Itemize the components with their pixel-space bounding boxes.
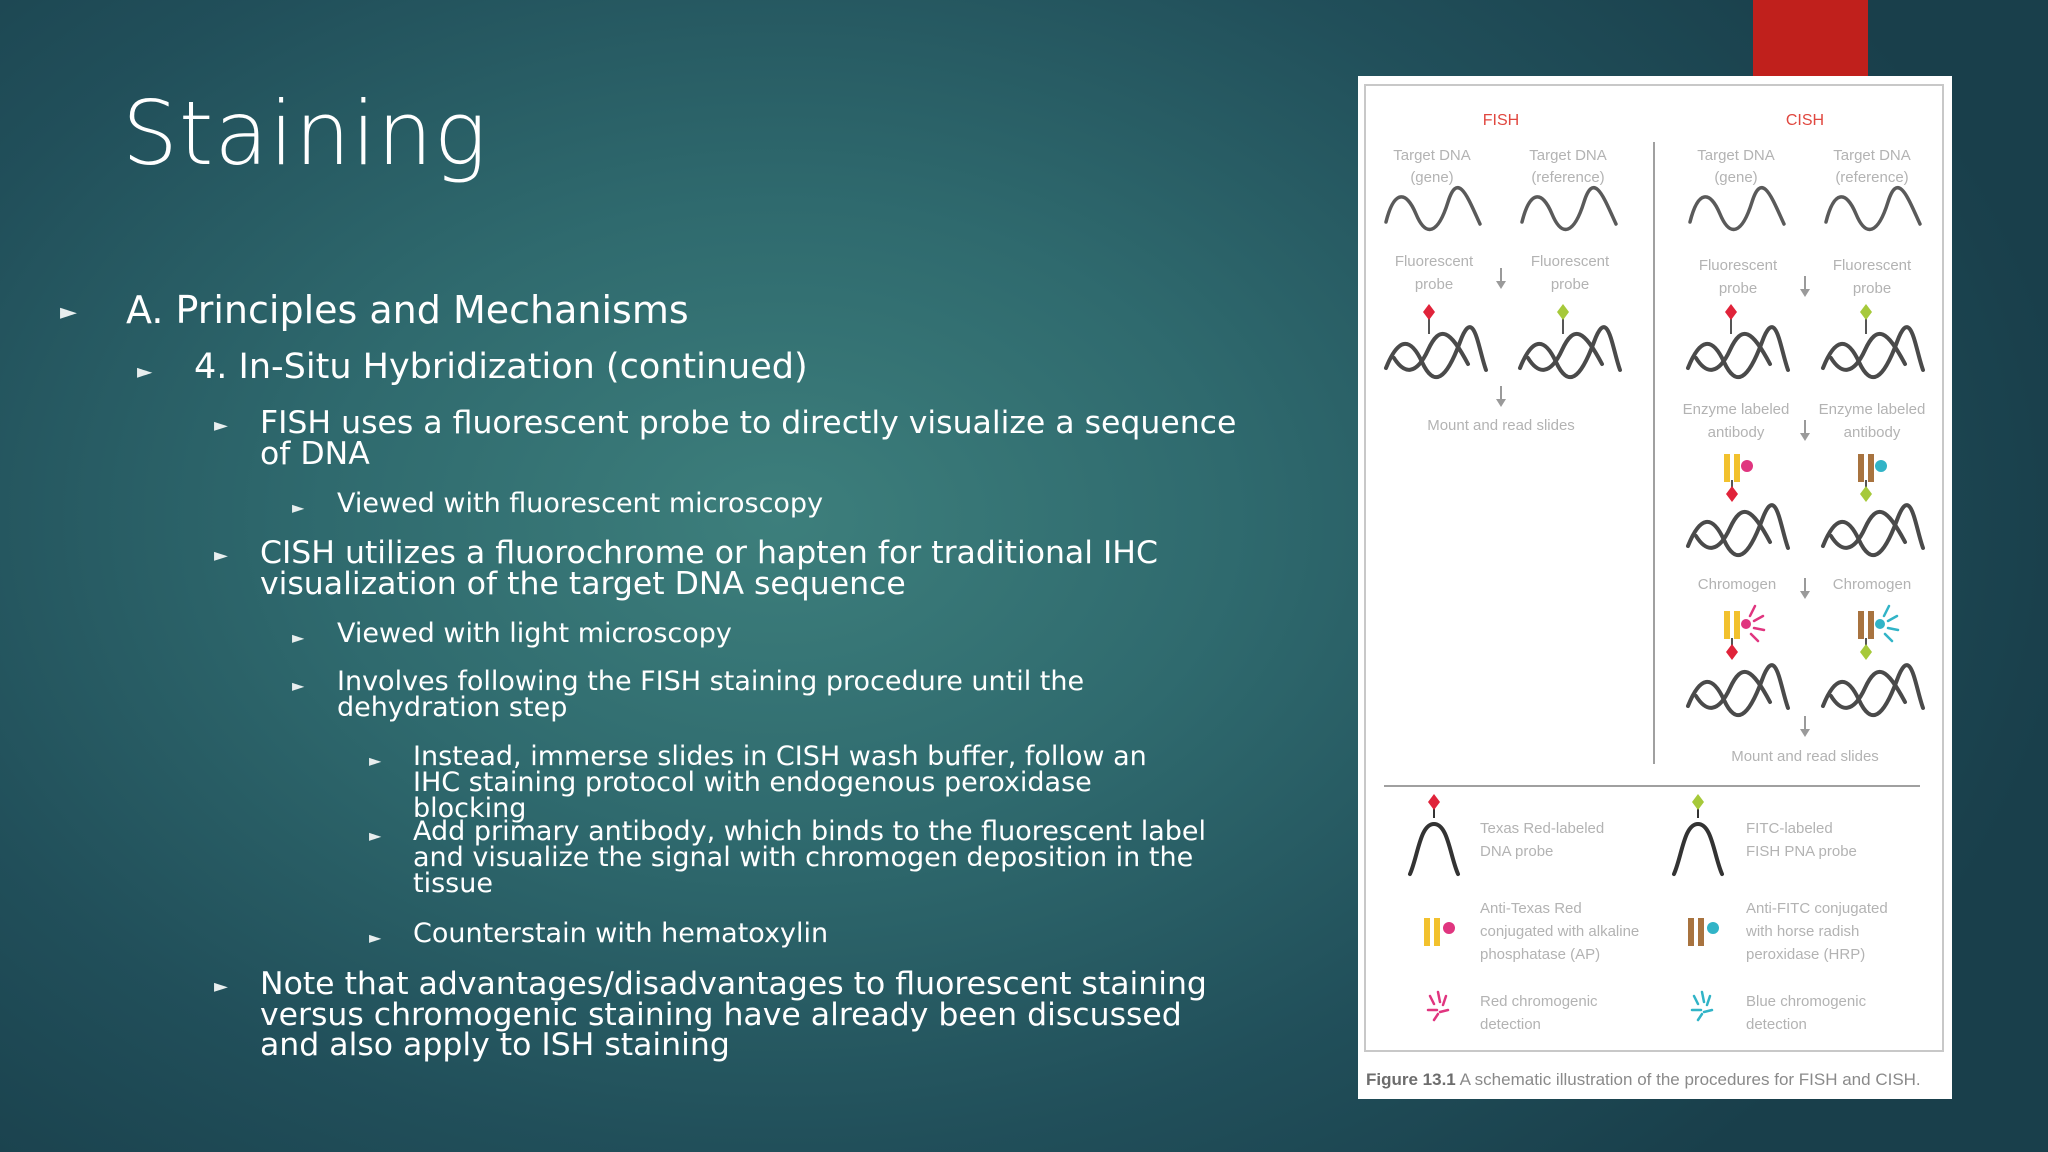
target-dna-icon [1826,188,1920,230]
down-arrow-icon [1496,386,1506,407]
svg-text:(gene): (gene) [1410,169,1454,186]
label-chromogen: Chromogen [1832,576,1912,593]
bullet-fish: ► FISH uses a fluorescent probe to directly visualize a sequence of DNA [214,405,1237,472]
bullet-marker-icon: ► [214,976,228,997]
legend-red-detection-label: Red chromogenic [1480,993,1598,1010]
label-fluor-probe: Fluorescent [1530,253,1610,270]
svg-text:(gene): (gene) [1714,169,1758,186]
legend-blue-detection-icon [1692,992,1712,1020]
label-target-gene: Target DNA [1697,147,1775,164]
svg-text:detection: detection [1480,1016,1541,1033]
red-probe-icon [1725,304,1737,320]
label-fluor-probe: Fluorescent [1698,257,1778,274]
slide-title: Staining [122,82,488,185]
accent-bar [1753,0,1868,76]
label-mount-cish: Mount and read slides [1731,748,1879,765]
blue-chromogen-signal-icon [1858,606,1898,660]
down-arrow-icon [1800,716,1810,737]
label-enzyme-ab: Enzyme labeled [1818,401,1926,418]
dna-helix-icon [1520,327,1620,377]
legend-hrp-antibody-icon [1688,918,1719,946]
figure-caption [1366,1070,1921,1090]
bullet-note: ► Note that advantages/disadvantages to fluorescent staining versus chromogenic staining have already been discussed and also apply to ISH staining [214,966,1207,1064]
dna-helix-icon [1823,665,1923,715]
svg-text:probe: probe [1414,276,1454,293]
svg-text:probe: probe [1852,280,1892,297]
label-target-ref: Target DNA [1529,147,1607,164]
down-arrow-icon [1496,268,1506,289]
bullet-marker-icon: ► [369,928,382,947]
svg-text:antibody: antibody [1707,424,1765,441]
target-dna-icon [1690,188,1784,230]
bullet-ish: ► 4. In-Situ Hybridization (continued) [137,347,808,387]
figure-caption-label: Figure 13.1 [1366,1070,1456,1089]
dna-helix-icon [1688,665,1788,715]
bullet-principles: ► A. Principles and Mechanisms [60,288,689,332]
legend-anti-texas-label: Anti-Texas Red [1480,900,1582,917]
bullet-marker-icon: ► [137,359,153,383]
dna-helix-icon [1688,327,1788,377]
hrp-antibody-icon [1858,454,1887,502]
svg-text:probe: probe [1550,276,1590,293]
fish-cish-figure [1358,76,1952,1099]
svg-text:probe: probe [1718,280,1758,297]
bullet-marker-icon: ► [214,545,228,566]
target-dna-icon [1386,188,1480,230]
target-dna-icon [1522,188,1616,230]
down-arrow-icon [1800,578,1810,599]
down-arrow-icon [1800,276,1810,297]
svg-text:FISH PNA probe: FISH PNA probe [1746,843,1857,860]
legend-ap-antibody-icon [1424,918,1455,946]
red-chromogen-signal-icon [1724,606,1764,660]
down-arrow-icon [1800,420,1810,441]
svg-text:(reference): (reference) [1835,169,1909,186]
legend-fitc-probe-icon [1674,794,1722,874]
svg-text:DNA probe: DNA probe [1480,843,1554,860]
legend-fitc-label: FITC-labeled [1746,820,1833,837]
bullet-marker-icon: ► [369,751,382,770]
label-target-ref: Target DNA [1833,147,1911,164]
svg-text:peroxidase (HRP): peroxidase (HRP) [1746,946,1866,963]
bullet-cish-wash: ► Instead, immerse slides in CISH wash buffer, follow an IHC staining protocol with endogenous peroxidase blocking [369,741,1147,825]
label-chromogen: Chromogen [1697,576,1777,593]
fish-header: FISH [1482,112,1520,129]
bullet-marker-icon: ► [60,300,77,325]
dna-helix-icon [1688,505,1788,555]
green-probe-icon [1557,304,1569,320]
bullet-marker-icon: ► [214,415,228,436]
legend-anti-fitc-label: Anti-FITC conjugated [1746,900,1888,917]
figure-caption-text: A schematic illustration of the procedures for FISH and CISH. [1459,1070,1921,1089]
label-fluor-probe: Fluorescent [1832,257,1912,274]
svg-text:(reference): (reference) [1531,169,1605,186]
legend-blue-detection-label: Blue chromogenic [1746,993,1867,1010]
dna-helix-icon [1386,327,1486,377]
bullet-cish: ► CISH utilizes a fluorochrome or hapten for traditional IHC visualization of the target DNA sequence [214,535,1158,602]
bullet-cish-antibody: ► Add primary antibody, which binds to the fluorescent label and visualize the signal with chromogen deposition in the tissue [369,816,1207,900]
legend-red-detection-icon [1428,992,1448,1020]
bullet-marker-icon: ► [369,826,382,845]
svg-text:antibody: antibody [1843,424,1901,441]
bullet-marker-icon: ► [292,498,305,517]
label-fluor-probe: Fluorescent [1394,253,1474,270]
bullet-cish-counterstain: ► Counterstain with hematoxylin [369,918,829,949]
bullet-cish-procedure: ► Involves following the FISH staining procedure until the dehydration step [292,666,1085,724]
svg-text:phosphatase (AP): phosphatase (AP) [1480,946,1601,963]
bullet-fish-microscopy: ► Viewed with fluorescent microscopy [292,488,824,519]
ap-antibody-icon [1724,454,1753,502]
svg-text:detection: detection [1746,1016,1807,1033]
svg-text:conjugated with alkaline: conjugated with alkaline [1480,923,1640,940]
svg-text:with horse radish: with horse radish [1746,923,1860,940]
legend-texas-red-probe-icon [1410,794,1458,874]
figure-diagram [1358,76,1952,1066]
label-target-gene: Target DNA [1393,147,1471,164]
label-mount-fish: Mount and read slides [1427,417,1575,434]
dna-helix-icon [1823,327,1923,377]
green-probe-icon [1860,304,1872,320]
label-enzyme-ab: Enzyme labeled [1682,401,1790,418]
cish-header: CISH [1785,112,1825,129]
legend-texas-label: Texas Red-labeled [1480,820,1605,837]
red-probe-icon [1423,304,1435,320]
dna-helix-icon [1823,505,1923,555]
bullet-cish-microscopy: ► Viewed with light microscopy [292,618,732,649]
bullet-marker-icon: ► [292,628,305,647]
bullet-marker-icon: ► [292,676,305,695]
